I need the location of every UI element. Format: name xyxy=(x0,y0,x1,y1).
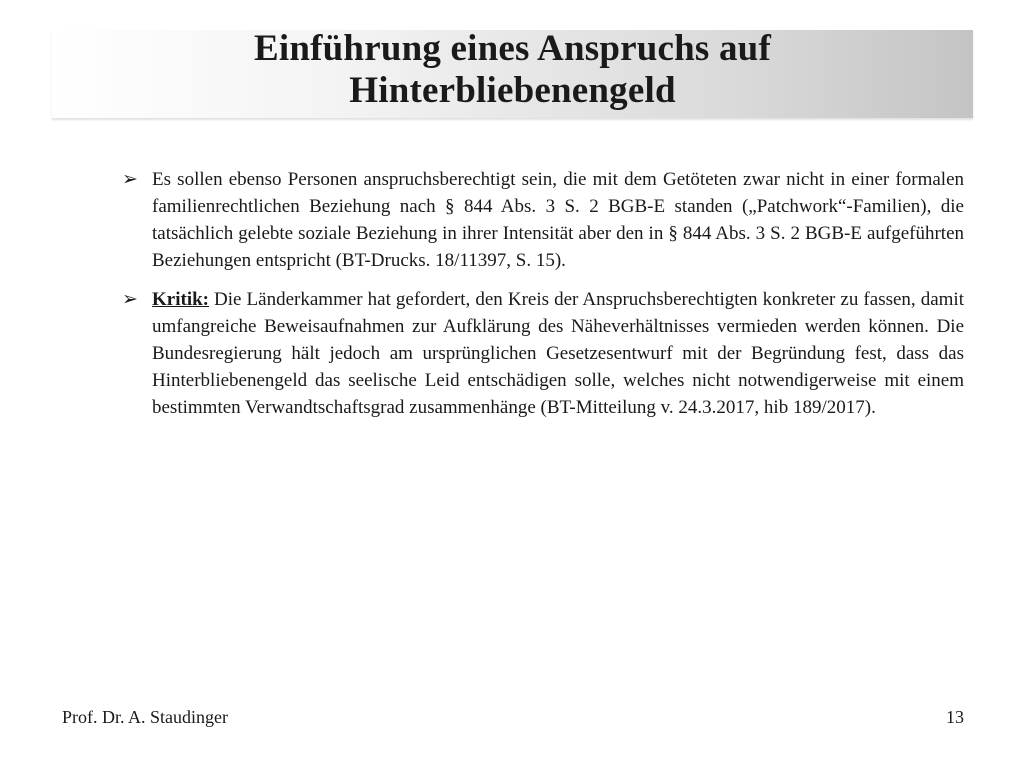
slide-title-line-2: Hinterbliebenengeld xyxy=(349,70,676,111)
slide-content xyxy=(120,166,964,433)
slide-title xyxy=(52,28,973,112)
bullet-item xyxy=(120,286,964,421)
arrow-bullet-icon: ➢ xyxy=(122,168,138,190)
footer-author: Prof. Dr. A. Staudinger xyxy=(62,707,228,727)
bullet-item xyxy=(120,166,964,274)
bullet-text xyxy=(152,286,964,421)
critique-text: Die Länderkammer hat gefordert, den Kreis der Anspruchsberechtigten konkreter zu fassen, damit umfangreiche Beweisaufnahmen zur Aufklärung des Näheverhältnisses vermieden werden können. Die Bundesregierung hält jedoch am ursprünglichen Gesetzesentwurf mit der Begründung fest, dass das Hinterbliebenengeld das seelische Leid entschädigen solle, welches nicht notwendigerweise mit einem bestimmten Verwandtschaftsgrad zusammenhänge (BT-Mitteilung v. 24.3.2017, hib 189/2017). xyxy=(152,289,964,418)
slide-title-line-1: Einführung eines Anspruchs auf xyxy=(254,28,771,69)
arrow-bullet-icon: ➢ xyxy=(122,288,138,310)
bullet-text: Es sollen ebenso Personen anspruchsberechtigt sein, die mit dem Getöteten zwar nicht in einer formalen familienrechtlichen Beziehung nach § 844 Abs. 3 S. 2 BGB-E standen („Patchwork“-Familien), die tatsächlich gelebte soziale Beziehung in ihrer Intensität aber den in § 844 Abs. 3 S. 2 BGB-E aufgeführten Beziehungen entspricht (BT-Drucks. 18/11397, S. 15). xyxy=(152,169,964,271)
page-number: 13 xyxy=(946,707,964,727)
critique-label: Kritik: xyxy=(152,289,209,310)
